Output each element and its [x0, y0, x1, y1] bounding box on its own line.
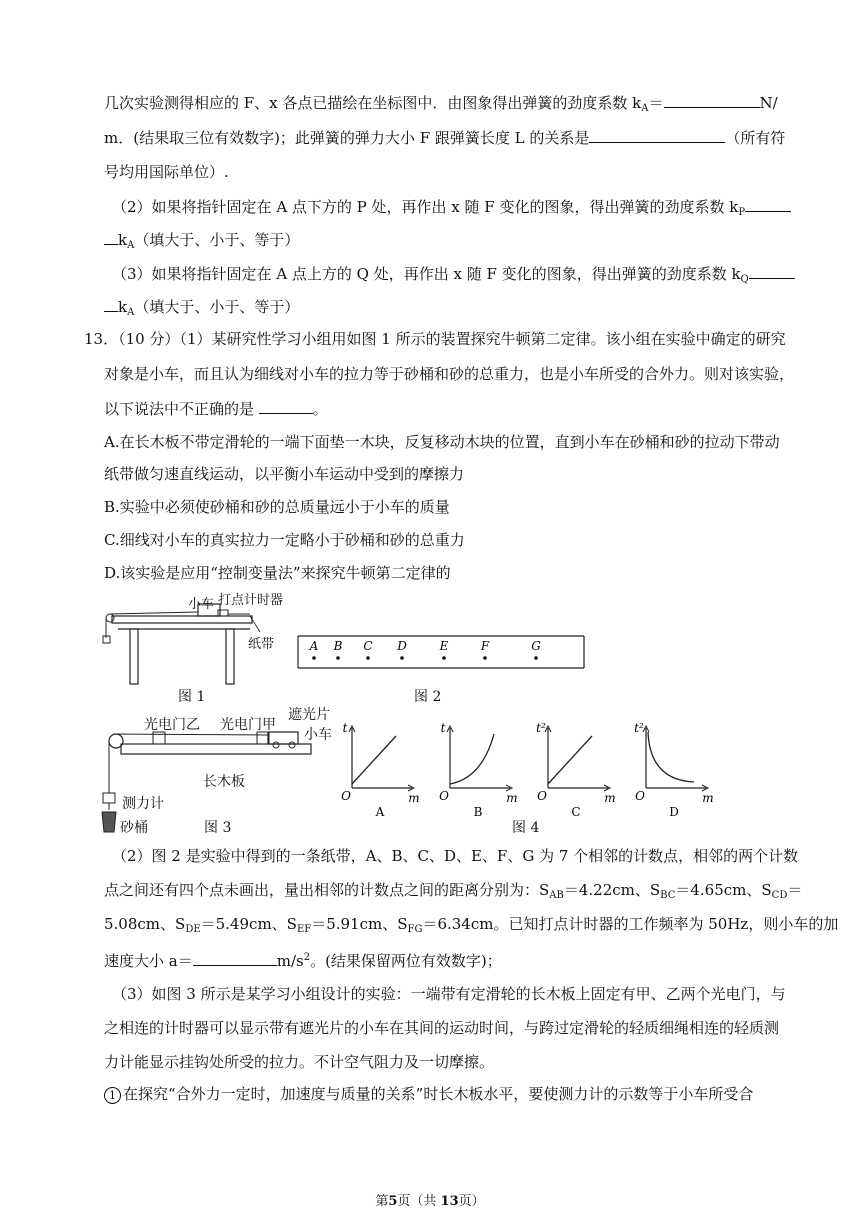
graph-curve [548, 736, 592, 784]
fig3-gate-b-label: 光电门乙 [144, 717, 200, 733]
y-axis-label: t [440, 722, 446, 735]
graph-curve [648, 732, 694, 782]
fig1-caption: 图 1 [178, 689, 206, 705]
graph-a [340, 722, 420, 818]
q13-p2-line-1: （2）图 2 是实验中得到的一条纸带，A、B、C、D、E、F、G 为 7 个相邻的计数点，相邻的两个计数 [112, 847, 799, 865]
x-axis-label: m [702, 791, 714, 805]
answer-blank-kp[interactable] [745, 196, 791, 212]
q12-line-4: （2）如果将指针固定在 A 点下方的 P 处，再作出 x 随 F 变化的图象，得出弹簧的劲度系数 $k_P$ [112, 196, 791, 223]
graph-curve [450, 734, 494, 784]
answer-blank-ka[interactable] [664, 92, 760, 108]
graph-c [536, 722, 616, 818]
figure-4-graphs [340, 722, 730, 818]
graph-curve [352, 736, 396, 784]
origin-label: O [537, 789, 547, 803]
fig3-bucket-label: 砂桶 [120, 820, 148, 836]
option-d: D.该实验是应用“控制变量法”来探究牛顿第二定律的 [104, 564, 451, 582]
q13-line-3: 以下说法中不正确的是 。 [104, 400, 328, 418]
tape-dot [400, 656, 404, 660]
answer-blank-kq[interactable] [749, 263, 795, 279]
q13-line-2: 对象是小车，而且认为细线对小车的拉力等于砂桶和砂的总重力，也是小车所受的合外力。则对该实验， [104, 365, 795, 383]
fig4-caption: 图 4 [512, 820, 540, 836]
x-axis-label: m [408, 791, 420, 805]
fig1-tape-label: 纸带 [248, 637, 275, 652]
tape-dot [366, 656, 370, 660]
q12-line-7: $k_A$（填大于、小于、等于） [104, 296, 299, 323]
y-axis-label: t² [536, 722, 546, 735]
graph-option-label: D [669, 805, 679, 818]
fig3-car-label: 小车 [304, 727, 332, 743]
answer-blank-acceleration[interactable] [193, 950, 277, 966]
x-axis-label: m [604, 791, 616, 805]
option-c: C.细线对小车的真实拉力一定略小于砂桶和砂的总重力 [104, 531, 465, 549]
origin-label: O [635, 789, 645, 803]
q13-line-1: 13．（10 分）（1）某研究性学习小组用如图 1 所示的装置探究牛顿第二定律。该小组在实验中确定的研究 [84, 330, 786, 348]
origin-label: O [439, 789, 449, 803]
q12-line-1: 几次实验测得相应的 F、x 各点已描绘在坐标图中．由图象得出弹簧的劲度系数 $k_A= N/$ [104, 94, 778, 114]
graph-d [634, 722, 714, 818]
q13-p2-line-3: 5.08cm、$S_{DE}=5.49cm$、$S_{EF}=5.91cm$、$S_{FG}=6.34cm$。已知打点计时器的工作频率为 50Hz，则小车的加 [104, 915, 839, 935]
q13-p3-line-1: （3）如图 3 所示是某学习小组设计的实验：一端带有定滑轮的长木板上固定有甲、乙两个光电门，与 [112, 985, 786, 1003]
q12-line-3: 号均用国际单位）. [104, 163, 229, 181]
fig3-caption: 图 3 [204, 820, 232, 836]
graph-option-label: A [375, 805, 385, 818]
page-footer: 第5页（共 13页） [375, 1194, 485, 1209]
answer-blank-f-l[interactable] [589, 127, 725, 143]
graph-option-label: C [571, 805, 581, 818]
option-a-line-2: 纸带做匀速直线运动，以平衡小车运动中受到的摩擦力 [104, 465, 465, 483]
tape-point-label: G [531, 639, 541, 653]
y-axis-label: t² [634, 722, 644, 735]
q13-p3-line-2: 之相连的计时器可以显示带有遮光片的小车在其间的运动时间，与跨过定滑轮的轻质细绳相连的轻质测 [104, 1019, 780, 1037]
q12-line-2: m．(结果取三位有效数字)；此弹簧的弹力大小 F 跟弹簧长度 L 的关系是 （所有符 [104, 129, 786, 147]
fig3-board-label: 长木板 [203, 774, 245, 790]
tape-dot [442, 656, 446, 660]
x-axis-label: m [506, 791, 518, 805]
circled-number: 1 [104, 1087, 121, 1104]
tape-point-label: B [333, 639, 343, 653]
fig2-caption: 图 2 [414, 689, 442, 705]
tape-dot [534, 656, 538, 660]
tape-dot [312, 656, 316, 660]
graph-b [438, 722, 518, 818]
tape-point-label: E [439, 639, 449, 653]
q12-line-6: （3）如果将指针固定在 A 点上方的 Q 处，再作出 x 随 F 变化的图象，得出弹簧的劲度系数 $k_Q$ [112, 263, 795, 290]
option-b: B.实验中必须使砂桶和砂的总质量远小于小车的质量 [104, 498, 450, 516]
figure-2-tape [296, 634, 586, 670]
q12-line-5: $k_A$（填大于、小于、等于） [104, 229, 299, 256]
origin-label: O [341, 789, 351, 803]
fig1-car-label: 小车 [188, 597, 215, 612]
tape-dot [483, 656, 487, 660]
fig3-gate-a-label: 光电门甲 [220, 717, 276, 733]
fig3-shade-label: 遮光片 [288, 707, 330, 723]
q13-p2-line-4: 速度大小 $a= m/s^2$。(结果保留两位有效数字)； [104, 952, 502, 970]
tape-point-label: D [397, 639, 407, 653]
graph-option-label: B [473, 805, 483, 818]
fig1-timer-label: 打点计时器 [218, 593, 284, 608]
y-axis-label: t [342, 722, 348, 735]
option-a-line-1: A.在长木板不带定滑轮的一端下面垫一木块，反复移动木块的位置，直到小车在砂桶和砂的拉动下带动 [104, 433, 780, 451]
q13-p3-line-3: 力计能显示挂钩处所受的拉力。不计空气阻力及一切摩擦。 [104, 1053, 495, 1071]
tape-dot [336, 656, 340, 660]
tape-point-label: C [363, 639, 373, 653]
answer-blank-q13-1[interactable] [259, 398, 313, 414]
answer-blank-kp-2[interactable] [104, 229, 118, 245]
tape-point-label: A [309, 639, 319, 653]
tape-point-label: F [480, 639, 490, 653]
answer-blank-kq-2[interactable] [104, 296, 118, 312]
q13-p3-line-4: 1 在探究“合外力一定时，加速度与质量的关系”时长木板水平，要使测力计的示数等于小车所受合 [104, 1084, 753, 1104]
fig3-meter-label: 测力计 [122, 796, 164, 812]
q13-p2-line-2: 点之间还有四个点未画出，量出相邻的计数点之间的距离分别为：$S_{AB}=4.22cm$、$S_{BC}=4.65cm$、$S_{CD}=$ [104, 881, 803, 901]
